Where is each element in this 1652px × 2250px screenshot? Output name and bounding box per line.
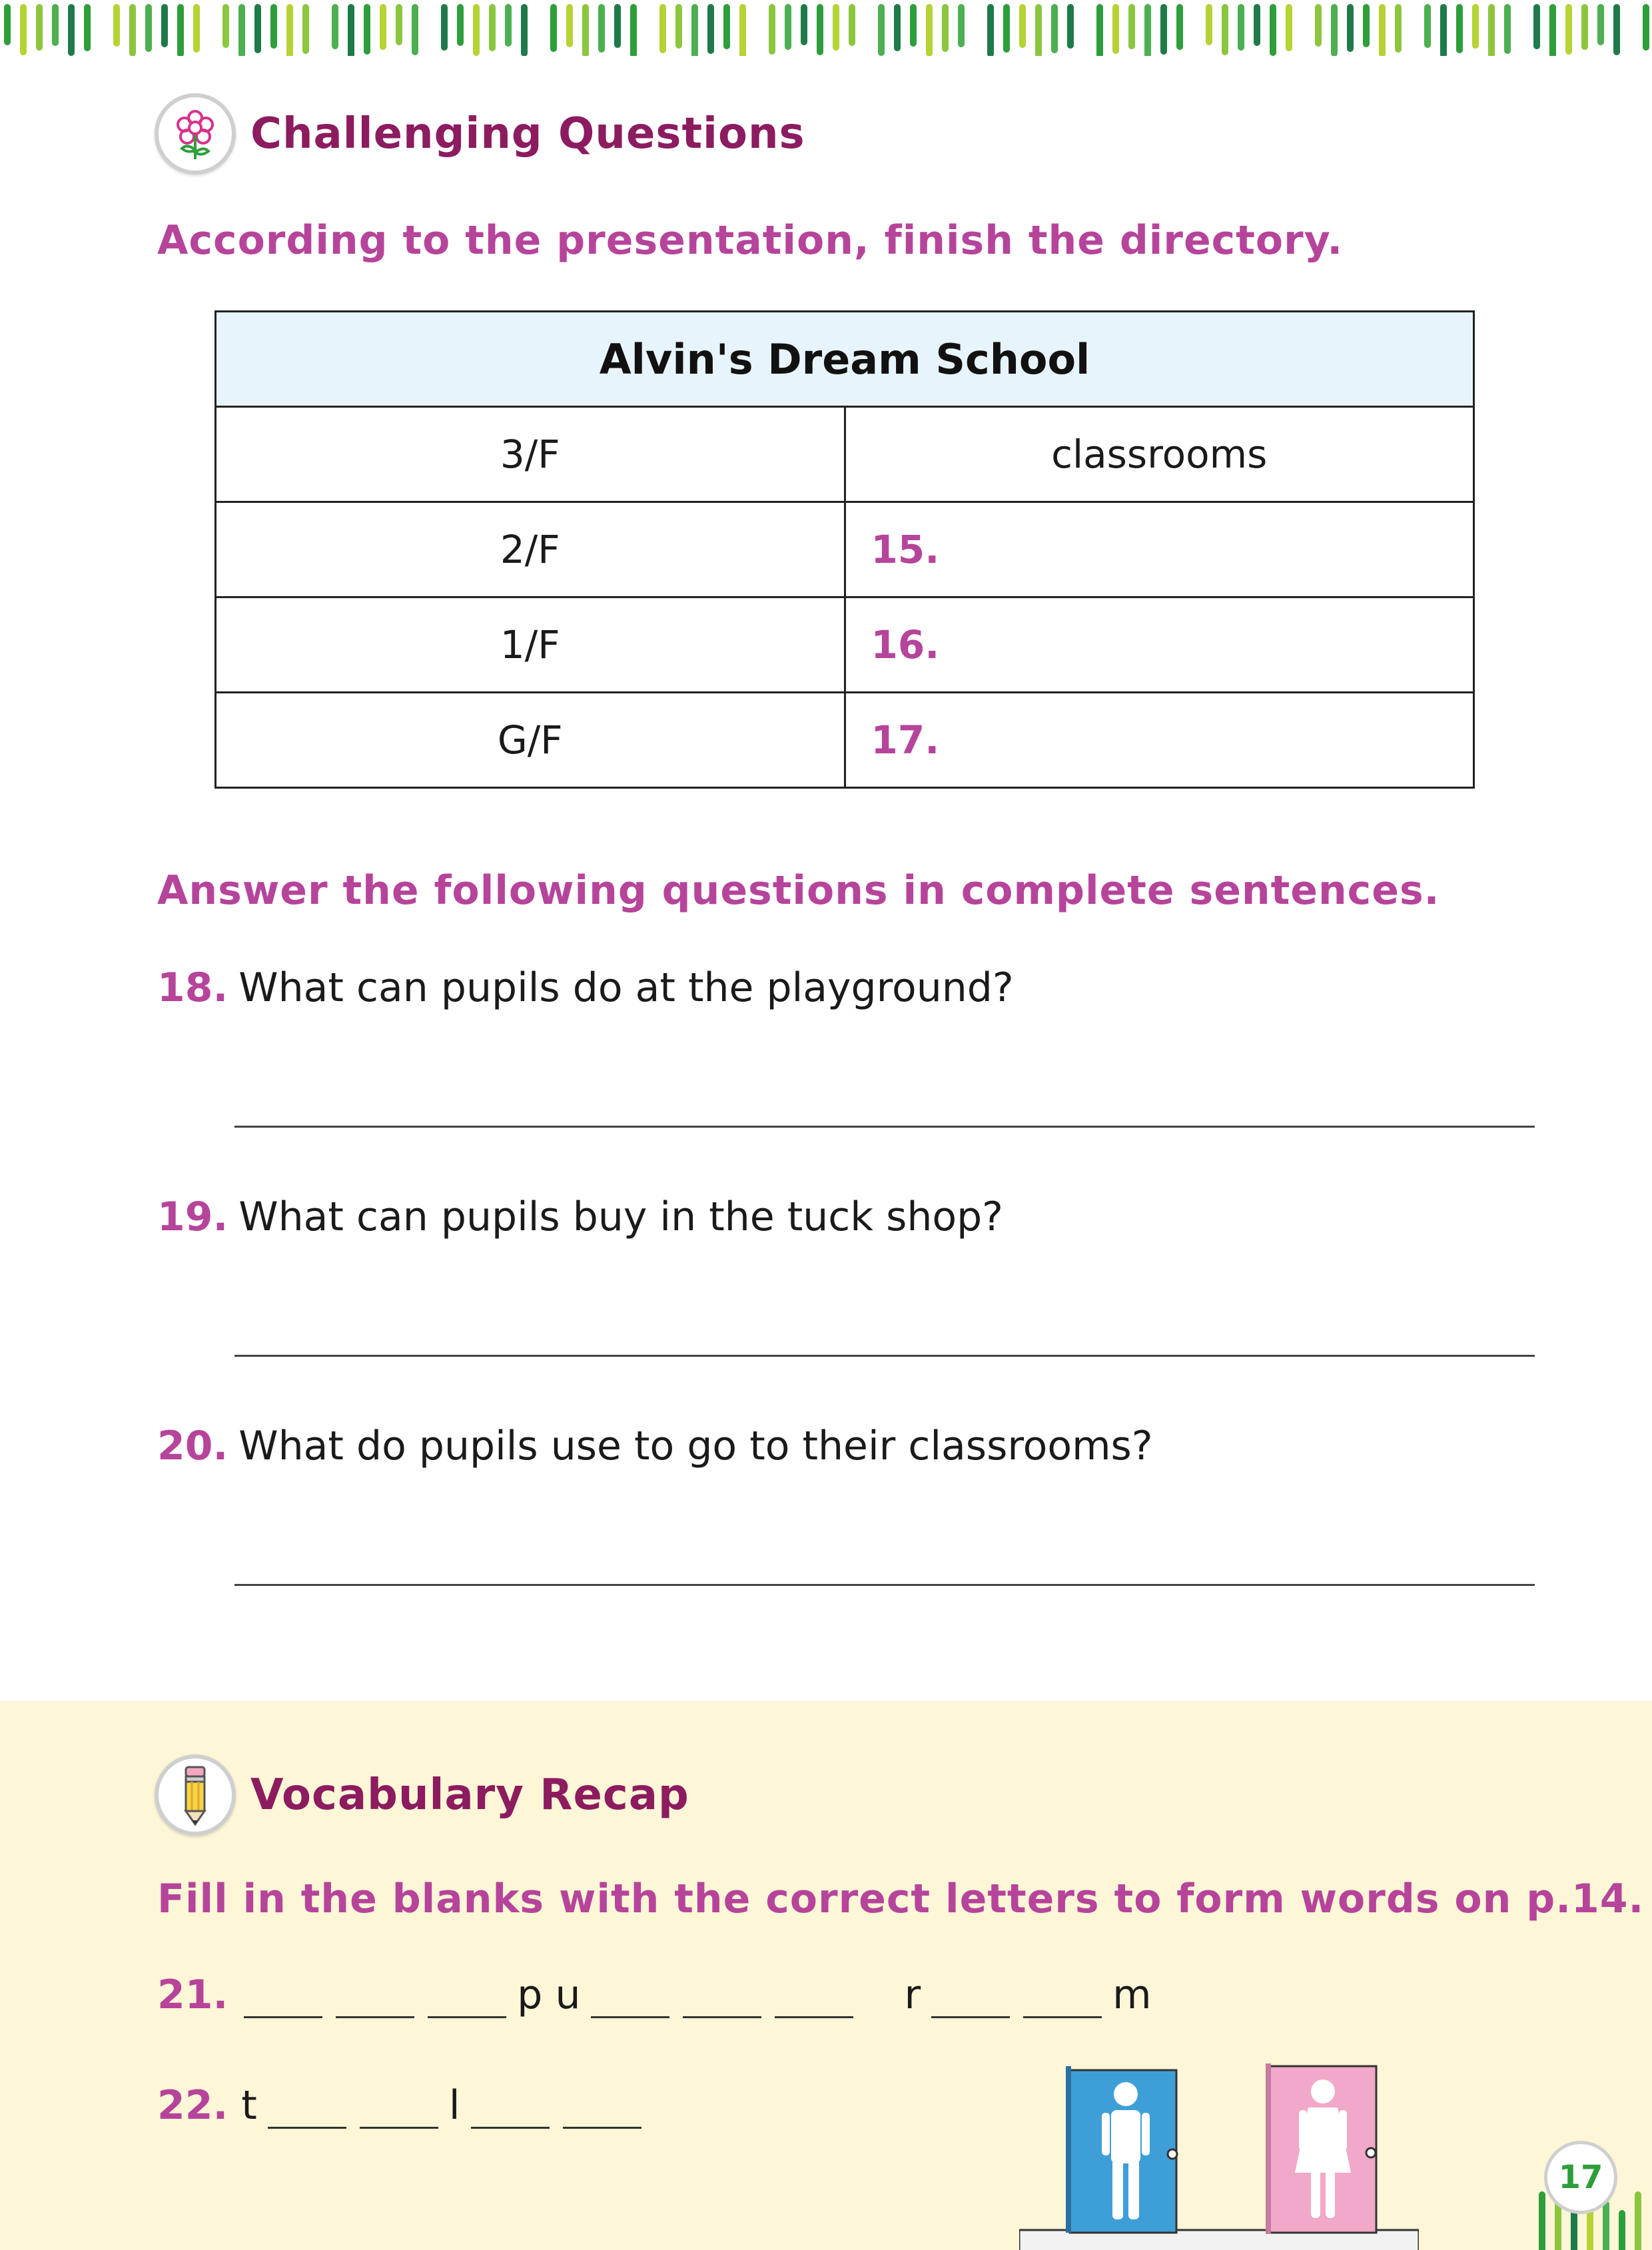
question-text: What do pupils use to go to their classrooms? xyxy=(238,1423,1153,1469)
table-row xyxy=(216,407,1474,502)
vocab-instruction: Fill in the blanks with the correct letters to form words on p.14. xyxy=(157,1876,1645,1922)
use-cell: classrooms xyxy=(845,407,1474,502)
letter-blank[interactable] xyxy=(683,1976,761,2018)
table-row xyxy=(216,693,1474,788)
page-number: 17 xyxy=(1544,2141,1617,2214)
floor-cell: G/F xyxy=(216,693,845,788)
letter-blank[interactable] xyxy=(336,1976,414,2018)
letter-blank[interactable] xyxy=(775,1976,853,2018)
directory-instruction: According to the presentation, finish the directory. xyxy=(157,217,1344,264)
floor-cell: 1/F xyxy=(216,597,845,693)
question-number: 20. xyxy=(157,1423,228,1469)
letter-blank[interactable] xyxy=(471,2087,550,2129)
floor-cell: 2/F xyxy=(216,502,845,597)
answer-cell[interactable]: 17. xyxy=(845,693,1474,788)
letter-blank[interactable] xyxy=(563,2087,641,2129)
table-title: Alvin's Dream School xyxy=(216,312,1474,407)
question-number: 18. xyxy=(157,964,228,1011)
letter-blank[interactable] xyxy=(360,2087,438,2129)
question-number: 21. xyxy=(157,1972,228,2018)
given-letter: m xyxy=(1112,1972,1152,2018)
section-title: Vocabulary Recap xyxy=(250,1770,689,1820)
answer-cell[interactable]: 16. xyxy=(845,597,1474,693)
table-row xyxy=(216,597,1474,693)
answer-line-20[interactable] xyxy=(234,1584,1535,1586)
question-18 xyxy=(157,964,1014,1011)
challenge-header xyxy=(155,93,805,175)
letter-blank[interactable] xyxy=(1023,1976,1102,2018)
top-stripe-border xyxy=(0,0,1652,56)
directory-table xyxy=(214,310,1475,789)
question-text: What can pupils do at the playground? xyxy=(238,964,1014,1011)
question-number: 22. xyxy=(157,2082,228,2129)
fill-in-22 xyxy=(157,2082,648,2129)
answer-cell[interactable]: 15. xyxy=(845,502,1474,597)
answer-instruction: Answer the following questions in complete sentences. xyxy=(157,867,1440,914)
given-letter: r xyxy=(904,1972,921,2018)
answer-line-19[interactable] xyxy=(234,1355,1535,1357)
question-20 xyxy=(157,1423,1153,1469)
question-text: What can pupils buy in the tuck shop? xyxy=(238,1194,1004,1240)
given-letter: l xyxy=(448,2082,460,2129)
given-letter: t xyxy=(241,2082,257,2129)
restroom-doors-illustration xyxy=(1019,2060,1419,2250)
letter-blank[interactable] xyxy=(268,2087,346,2129)
letter-blank[interactable] xyxy=(931,1976,1010,2018)
answer-line-18[interactable] xyxy=(234,1126,1535,1128)
vocab-header xyxy=(155,1754,689,1836)
question-19 xyxy=(157,1194,1003,1240)
question-number: 19. xyxy=(157,1194,228,1240)
section-title: Challenging Questions xyxy=(250,109,805,159)
flower-icon xyxy=(155,93,236,175)
letter-blank[interactable] xyxy=(244,1976,322,2018)
letter-blank[interactable] xyxy=(428,1976,506,2018)
floor-cell: 3/F xyxy=(216,407,845,502)
letter-blank[interactable] xyxy=(591,1976,669,2018)
pencil-icon xyxy=(155,1754,236,1836)
fill-in-21 xyxy=(157,1972,1156,2018)
table-row xyxy=(216,502,1474,597)
given-letters: p u xyxy=(517,1972,581,2018)
